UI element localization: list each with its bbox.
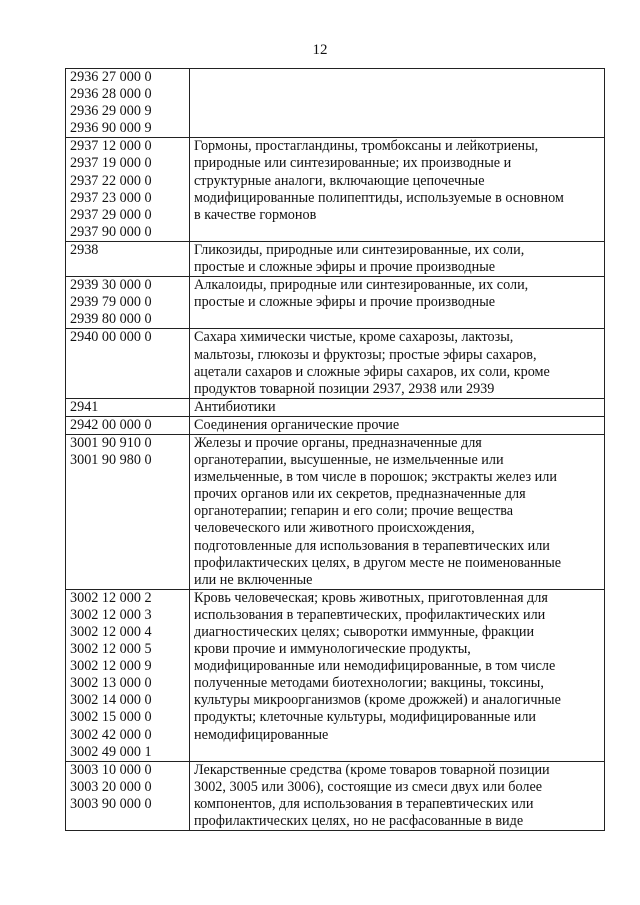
description-cell <box>190 277 605 329</box>
commodity-code: 3002 12 000 2 <box>70 589 152 606</box>
code-cell <box>66 398 190 416</box>
commodity-code: 3002 12 000 9 <box>70 658 152 675</box>
commodity-code: 2942 00 000 0 <box>70 416 152 433</box>
commodity-code: 3002 12 000 5 <box>70 641 152 658</box>
page-number: 12 <box>312 42 328 58</box>
description-text: Лекарственные средства (кроме товаров товарной позиции <box>194 761 550 778</box>
description-text: немодифицированные <box>194 726 329 743</box>
description-text: органотерапии, высушенные, не измельченные или <box>194 452 504 469</box>
commodity-code: 2937 22 000 0 <box>70 172 152 189</box>
commodity-code: 2937 23 000 0 <box>70 189 152 206</box>
commodity-code: 3001 90 980 0 <box>70 452 152 469</box>
description-text: мальтозы, глюкозы и фруктозы; простые эфиры сахаров, <box>194 346 537 363</box>
description-text: использования в терапевтических, профилактических или <box>194 606 546 623</box>
description-text: Алкалоиды, природные или синтезированные, их соли, <box>194 277 529 294</box>
description-text: компонентов, для использования в терапевтических или <box>194 795 534 812</box>
description-text: Сахара химически чистые, кроме сахарозы, лактозы, <box>194 329 514 346</box>
commodity-code: 3003 10 000 0 <box>70 761 152 778</box>
commodity-code: 2939 79 000 0 <box>70 294 152 311</box>
table-row <box>66 329 605 398</box>
commodity-code: 2938 <box>70 241 99 258</box>
commodity-code: 2941 <box>70 398 99 415</box>
commodity-code-table <box>65 68 605 831</box>
description-cell <box>190 69 605 138</box>
table-row <box>66 398 605 416</box>
description-cell <box>190 329 605 398</box>
commodity-code: 2937 90 000 0 <box>70 223 152 240</box>
table-row <box>66 761 605 830</box>
commodity-code: 2936 28 000 0 <box>70 86 152 103</box>
description-text: простые и сложные эфиры и прочие производные <box>194 294 496 311</box>
description-text: диагностических целях; сыворотки иммунные, фракции <box>194 624 535 640</box>
description-text: измельченные, в том числе в порошок; экстракты желез или <box>194 469 557 486</box>
table-row <box>66 589 605 761</box>
commodity-code: 3002 15 000 0 <box>70 709 152 726</box>
description-cell <box>190 761 605 830</box>
code-cell <box>66 761 190 830</box>
code-cell <box>66 434 190 589</box>
description-text: крови прочие и иммунологические продукты, <box>194 641 471 658</box>
code-cell <box>66 277 190 329</box>
commodity-code: 3003 90 000 0 <box>70 795 152 812</box>
description-text: простые и сложные эфиры и прочие производные <box>194 259 496 276</box>
commodity-code: 3002 49 000 1 <box>70 743 152 760</box>
description-text: Гликозиды, природные или синтезированные, их соли, <box>194 241 525 258</box>
table-body <box>66 69 605 831</box>
code-cell <box>66 329 190 398</box>
commodity-code: 3001 90 910 0 <box>70 434 152 451</box>
description-text: модифицированные полипептиды, используемые в основном <box>194 189 564 206</box>
description-text: прочих органов или их секретов, предназначенные для <box>194 486 526 503</box>
description-text: или не включенные <box>194 571 313 588</box>
commodity-code: 3002 12 000 4 <box>70 624 152 640</box>
description-cell <box>190 138 605 242</box>
commodity-code: 3003 20 000 0 <box>70 778 152 795</box>
commodity-code: 2937 19 000 0 <box>70 155 152 172</box>
description-text: продуктов товарной позиции 2937, 2938 или 2939 <box>194 380 495 397</box>
commodity-code: 2940 00 000 0 <box>70 329 152 346</box>
commodity-code: 2937 12 000 0 <box>70 138 152 155</box>
description-text: структурные аналоги, включающие цепочечные <box>194 172 485 189</box>
description-cell <box>190 416 605 434</box>
code-cell <box>66 138 190 242</box>
table-row <box>66 416 605 434</box>
description-text: полученные методами биотехнологии; вакцины, токсины, <box>194 675 544 692</box>
commodity-code: 2936 29 000 9 <box>70 103 152 120</box>
description-cell <box>190 398 605 416</box>
commodity-code: 3002 12 000 3 <box>70 606 152 623</box>
description-text: природные или синтезированные; их производные и <box>194 155 512 172</box>
code-cell <box>66 416 190 434</box>
commodity-code: 3002 13 000 0 <box>70 675 152 692</box>
description-text: профилактических целях, в другом месте не поименованные <box>194 554 562 571</box>
description-text: профилактических целях, но не расфасованные в виде <box>194 813 524 830</box>
commodity-code: 2936 27 000 0 <box>70 69 152 85</box>
table-row <box>66 138 605 242</box>
description-text: Антибиотики <box>194 398 276 415</box>
code-cell <box>66 69 190 138</box>
table-row <box>66 241 605 276</box>
commodity-code: 2937 29 000 0 <box>70 206 152 223</box>
commodity-code: 2936 90 000 9 <box>70 120 152 137</box>
code-cell <box>66 241 190 276</box>
description-cell <box>190 589 605 761</box>
description-text: подготовленные для использования в терапевтических или <box>194 537 550 554</box>
description-text: в качестве гормонов <box>194 206 317 223</box>
commodity-code: 3002 42 000 0 <box>70 726 152 743</box>
table-row <box>66 277 605 329</box>
description-text: Железы и прочие органы, предназначенные для <box>194 434 482 451</box>
description-text: человеческого или животного происхождения, <box>194 520 475 537</box>
description-text: ацетали сахаров и сложные эфиры сахаров, их соли, кроме <box>194 363 550 380</box>
table-row <box>66 69 605 138</box>
commodity-code: 2939 30 000 0 <box>70 277 152 294</box>
table-row <box>66 434 605 589</box>
description-text: органотерапии; гепарин и его соли; прочие вещества <box>194 503 514 520</box>
code-cell <box>66 589 190 761</box>
commodity-code: 2939 80 000 0 <box>70 311 152 328</box>
description-cell <box>190 434 605 589</box>
description-text: Соединения органические прочие <box>194 416 400 433</box>
description-text: модифицированные или немодифицированные, в том числе <box>194 658 556 675</box>
description-cell <box>190 241 605 276</box>
description-text: 3002, 3005 или 3006), состоящие из смеси двух или более <box>194 778 543 795</box>
description-text: Кровь человеческая; кровь животных, приготовленная для <box>194 589 548 606</box>
description-text: культуры микроорганизмов (кроме дрожжей) и аналогичные <box>194 692 561 709</box>
description-text: Гормоны, простагландины, тромбоксаны и лейкотриены, <box>194 138 539 155</box>
commodity-code: 3002 14 000 0 <box>70 692 152 709</box>
description-text: продукты; клеточные культуры, модифицированные или <box>194 709 536 726</box>
